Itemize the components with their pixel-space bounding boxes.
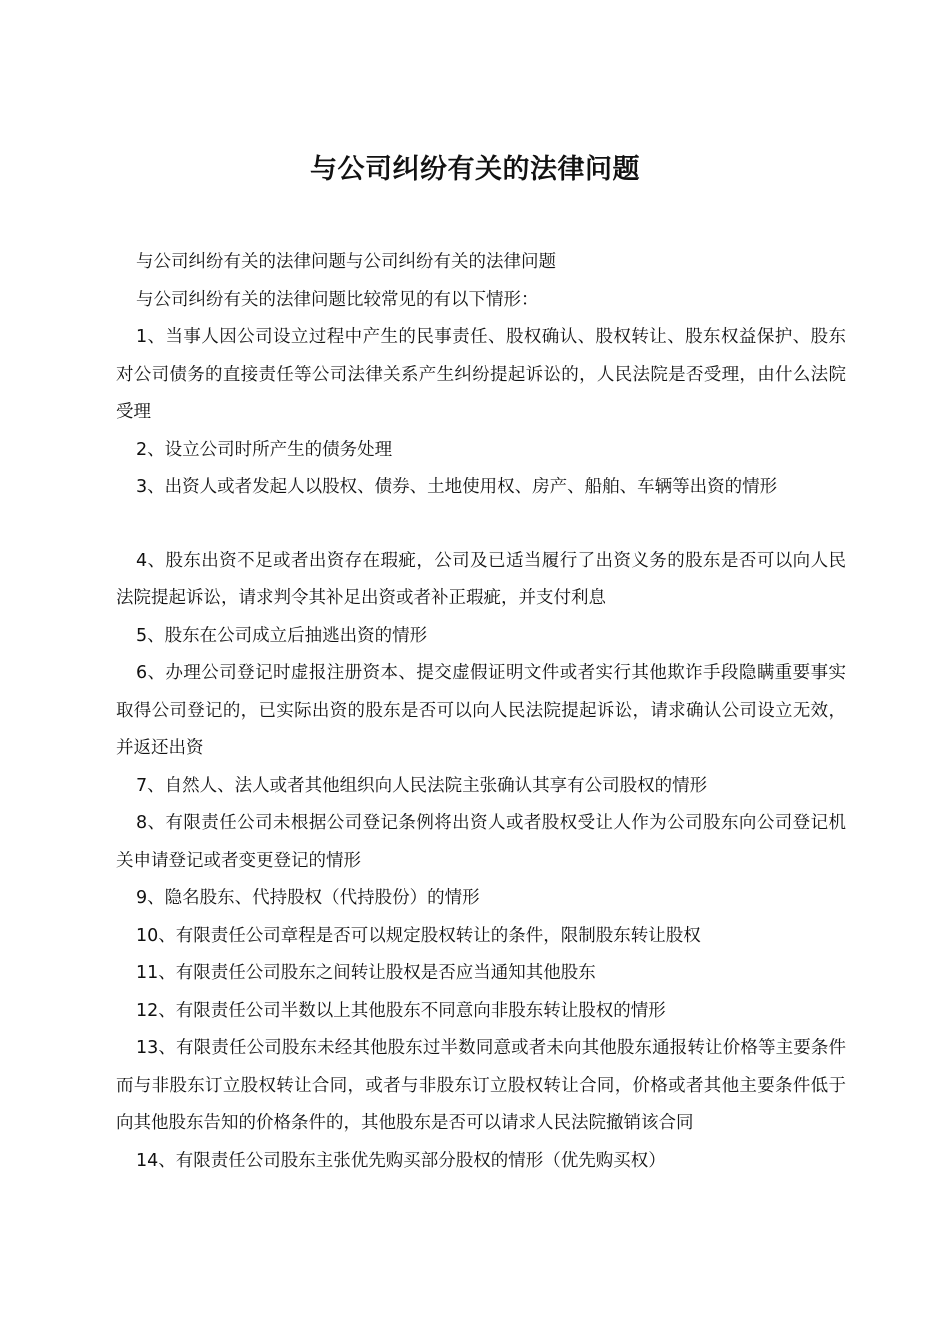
paragraph-intro-1: 与公司纠纷有关的法律问题与公司纠纷有关的法律问题 <box>136 252 556 272</box>
list-item-12: 12、有限责任公司半数以上其他股东不同意向非股东转让股权的情形 <box>136 1000 666 1021</box>
page-title: 与公司纠纷有关的法律问题 <box>310 154 640 186</box>
list-item-7: 7、自然人、法人或者其他组织向人民法院主张确认其享有公司股权的情形 <box>136 775 708 796</box>
list-item-4: 4、股东出资不足或者出资存在瑕疵，公司及已适当履行了出资义务的股东是否可以向人民法院提起诉讼，请求判令其补足出资或者补正瑕疵，并支付利息 <box>116 550 846 608</box>
list-item-3: 3、出资人或者发起人以股权、债券、土地使用权、房产、船舶、车辆等出资的情形 <box>136 477 778 497</box>
list-item-11: 11、有限责任公司股东之间转让股权是否应当通知其他股东 <box>136 963 596 983</box>
document-body <box>116 244 846 1180</box>
list-item-13: 13、有限责任公司股东未经其他股东过半数同意或者未向其他股东通报转让价格等主要条件而与非股东订立股权转让合同，或者与非股东订立股权转让合同，价格或者其他主要条件低于向其他股东告知的价格条件的，其他股东是否可以请求人民法院撤销该合同 <box>116 1038 846 1133</box>
list-item-8: 8、有限责任公司未根据公司登记条例将出资人或者股权受让人作为公司股东向公司登记机关申请登记或者变更登记的情形 <box>116 813 846 871</box>
list-item-10: 10、有限责任公司章程是否可以规定股权转让的条件，限制股东转让股权 <box>136 925 701 946</box>
list-item-6: 6、办理公司登记时虚报注册资本、提交虚假证明文件或者实行其他欺诈手段隐瞒重要事实取得公司登记的，已实际出资的股东是否可以向人民法院提起诉讼，请求确认公司设立无效，并返还出资 <box>116 663 846 758</box>
list-item-2: 2、设立公司时所产生的债务处理 <box>136 439 393 460</box>
list-item-14: 14、有限责任公司股东主张优先购买部分股权的情形（优先购买权） <box>136 1150 666 1171</box>
list-item-5: 5、股东在公司成立后抽逃出资的情形 <box>136 625 428 646</box>
list-item-9: 9、隐名股东、代持股权（代持股份）的情形 <box>136 888 480 908</box>
paragraph-intro-2: 与公司纠纷有关的法律问题比较常见的有以下情形： <box>136 289 539 310</box>
list-item-1: 1、当事人因公司设立过程中产生的民事责任、股权确认、股权转让、股东权益保护、股东对公司债务的直接责任等公司法律关系产生纠纷提起诉讼的，人民法院是否受理，由什么法院受理 <box>116 327 846 422</box>
